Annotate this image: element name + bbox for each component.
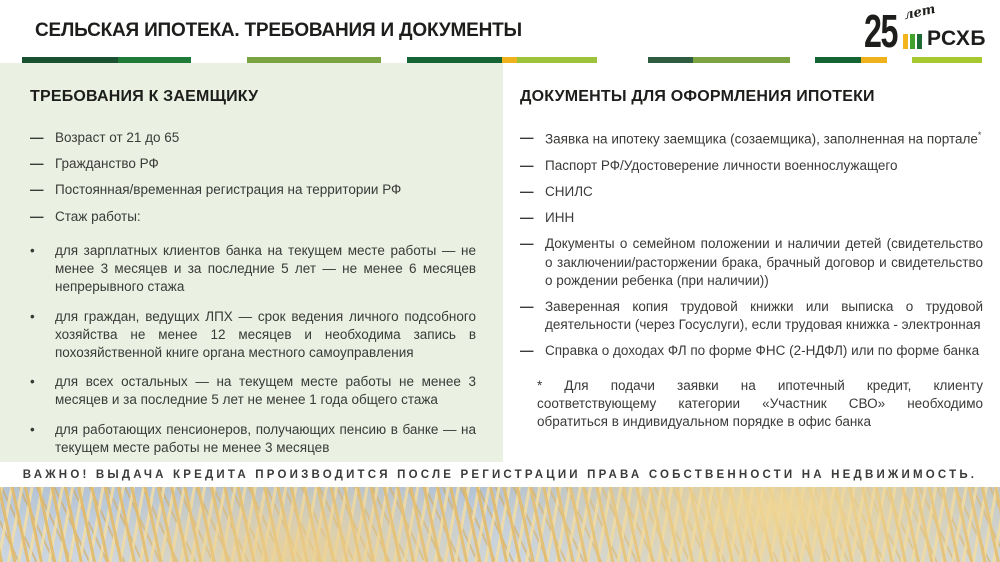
list-item: — Заявка на ипотеку заемщика (созаемщика), заполненная на портале*	[520, 129, 983, 149]
list-item: • для всех остальных — на текущем месте работы не менее 3 месяцев и за последние 5 лет не менее 1 года общего стажа	[30, 373, 476, 409]
logo-bar	[917, 34, 922, 49]
list-item: — Паспорт РФ/Удостоверение личности военнослужащего	[520, 157, 983, 175]
page-title: СЕЛЬСКАЯ ИПОТЕКА. ТРЕБОВАНИЯ И ДОКУМЕНТЫ	[35, 20, 522, 41]
list-item: • для работающих пенсионеров, получающих пенсию в банке — на текущем месте работы не менее 3 месяцев	[30, 421, 476, 457]
footnote	[537, 377, 983, 432]
list-item: — Заверенная копия трудовой книжки или выписка о трудовой деятельности (через Госуслуги), если трудовая книжка - электронная	[520, 298, 983, 334]
dash-icon: —	[30, 182, 43, 198]
bank-logo	[864, 1, 986, 57]
dash-icon: —	[30, 156, 43, 172]
bullet-icon: •	[30, 308, 35, 324]
footnote-marker: *	[537, 377, 543, 393]
dash-icon: —	[520, 130, 533, 145]
requirements-heading: ТРЕБОВАНИЯ К ЗАЕМЩИКУ	[30, 88, 259, 105]
dash-icon: —	[30, 208, 43, 224]
dash-icon: —	[520, 299, 533, 315]
dash-icon: —	[30, 130, 43, 145]
list-item: — Стаж работы:	[30, 208, 476, 226]
documents-heading: ДОКУМЕНТЫ ДЛЯ ОФОРМЛЕНИЯ ИПОТЕКИ	[520, 88, 875, 105]
requirements-dash-list	[30, 129, 476, 226]
dash-icon: —	[520, 183, 533, 199]
bullet-icon: •	[30, 242, 35, 258]
list-item: • для граждан, ведущих ЛПХ — срок ведения личного подсобного хозяйства не менее 12 месяцев и необходима запись в похозяйственной книге органа местного самоуправления	[30, 308, 476, 363]
list-item: — ИНН	[520, 209, 983, 227]
dash-icon: —	[520, 343, 533, 359]
dash-icon: —	[520, 210, 533, 226]
list-item: • для зарплатных клиентов банка на текущем месте работы — не менее 3 месяцев и за последние 5 лет — не менее 6 месяцев непрерывного стажа	[30, 242, 476, 297]
logo-bars-icon	[903, 34, 922, 49]
footnote-text: Для подачи заявки на ипотечный кредит, клиенту соответствующему категории «Участник СВО» необходимо обратиться в индивидуальном порядке в офис банка	[537, 377, 983, 430]
requirements-panel	[0, 63, 503, 462]
list-item: — Гражданство РФ	[30, 155, 476, 173]
list-item: — СНИЛС	[520, 183, 983, 201]
header	[0, 0, 1000, 57]
bullet-icon: •	[30, 374, 35, 390]
dash-icon: —	[520, 157, 533, 173]
documents-panel	[503, 63, 1000, 462]
logo-years-label: лет	[902, 1, 937, 24]
footnote-reference: *	[977, 130, 982, 140]
important-banner-text: ВАЖНО! ВЫДАЧА КРЕДИТА ПРОИЗВОДИТСЯ ПОСЛЕ РЕГИСТРАЦИИ ПРАВА СОБСТВЕННОСТИ НА НЕДВИЖИМОСТЬ.	[22, 468, 978, 481]
list-item: — Справка о доходах ФЛ по форме ФНС (2-НДФЛ) или по форме банка	[520, 342, 983, 360]
list-item: — Документы о семейном положении и наличии детей (свидетельство о заключении/расторжении брака, брачный договор и свидетельство о рождении ребенка (при наличии))	[520, 235, 983, 290]
logo-bar	[903, 34, 908, 49]
logo-bar	[910, 34, 915, 49]
logo-bank-name: РСХБ	[927, 27, 986, 50]
important-banner	[0, 462, 1000, 487]
bullet-icon: •	[30, 421, 35, 437]
list-item: — Постоянная/временная регистрация на территории РФ	[30, 181, 476, 199]
documents-dash-list	[520, 129, 983, 361]
requirements-bullet-list	[30, 242, 476, 457]
logo-number: 25	[864, 4, 898, 57]
wheat-field-photo	[0, 487, 1000, 562]
list-item: — Возраст от 21 до 65	[30, 129, 476, 147]
dash-icon: —	[520, 236, 533, 252]
